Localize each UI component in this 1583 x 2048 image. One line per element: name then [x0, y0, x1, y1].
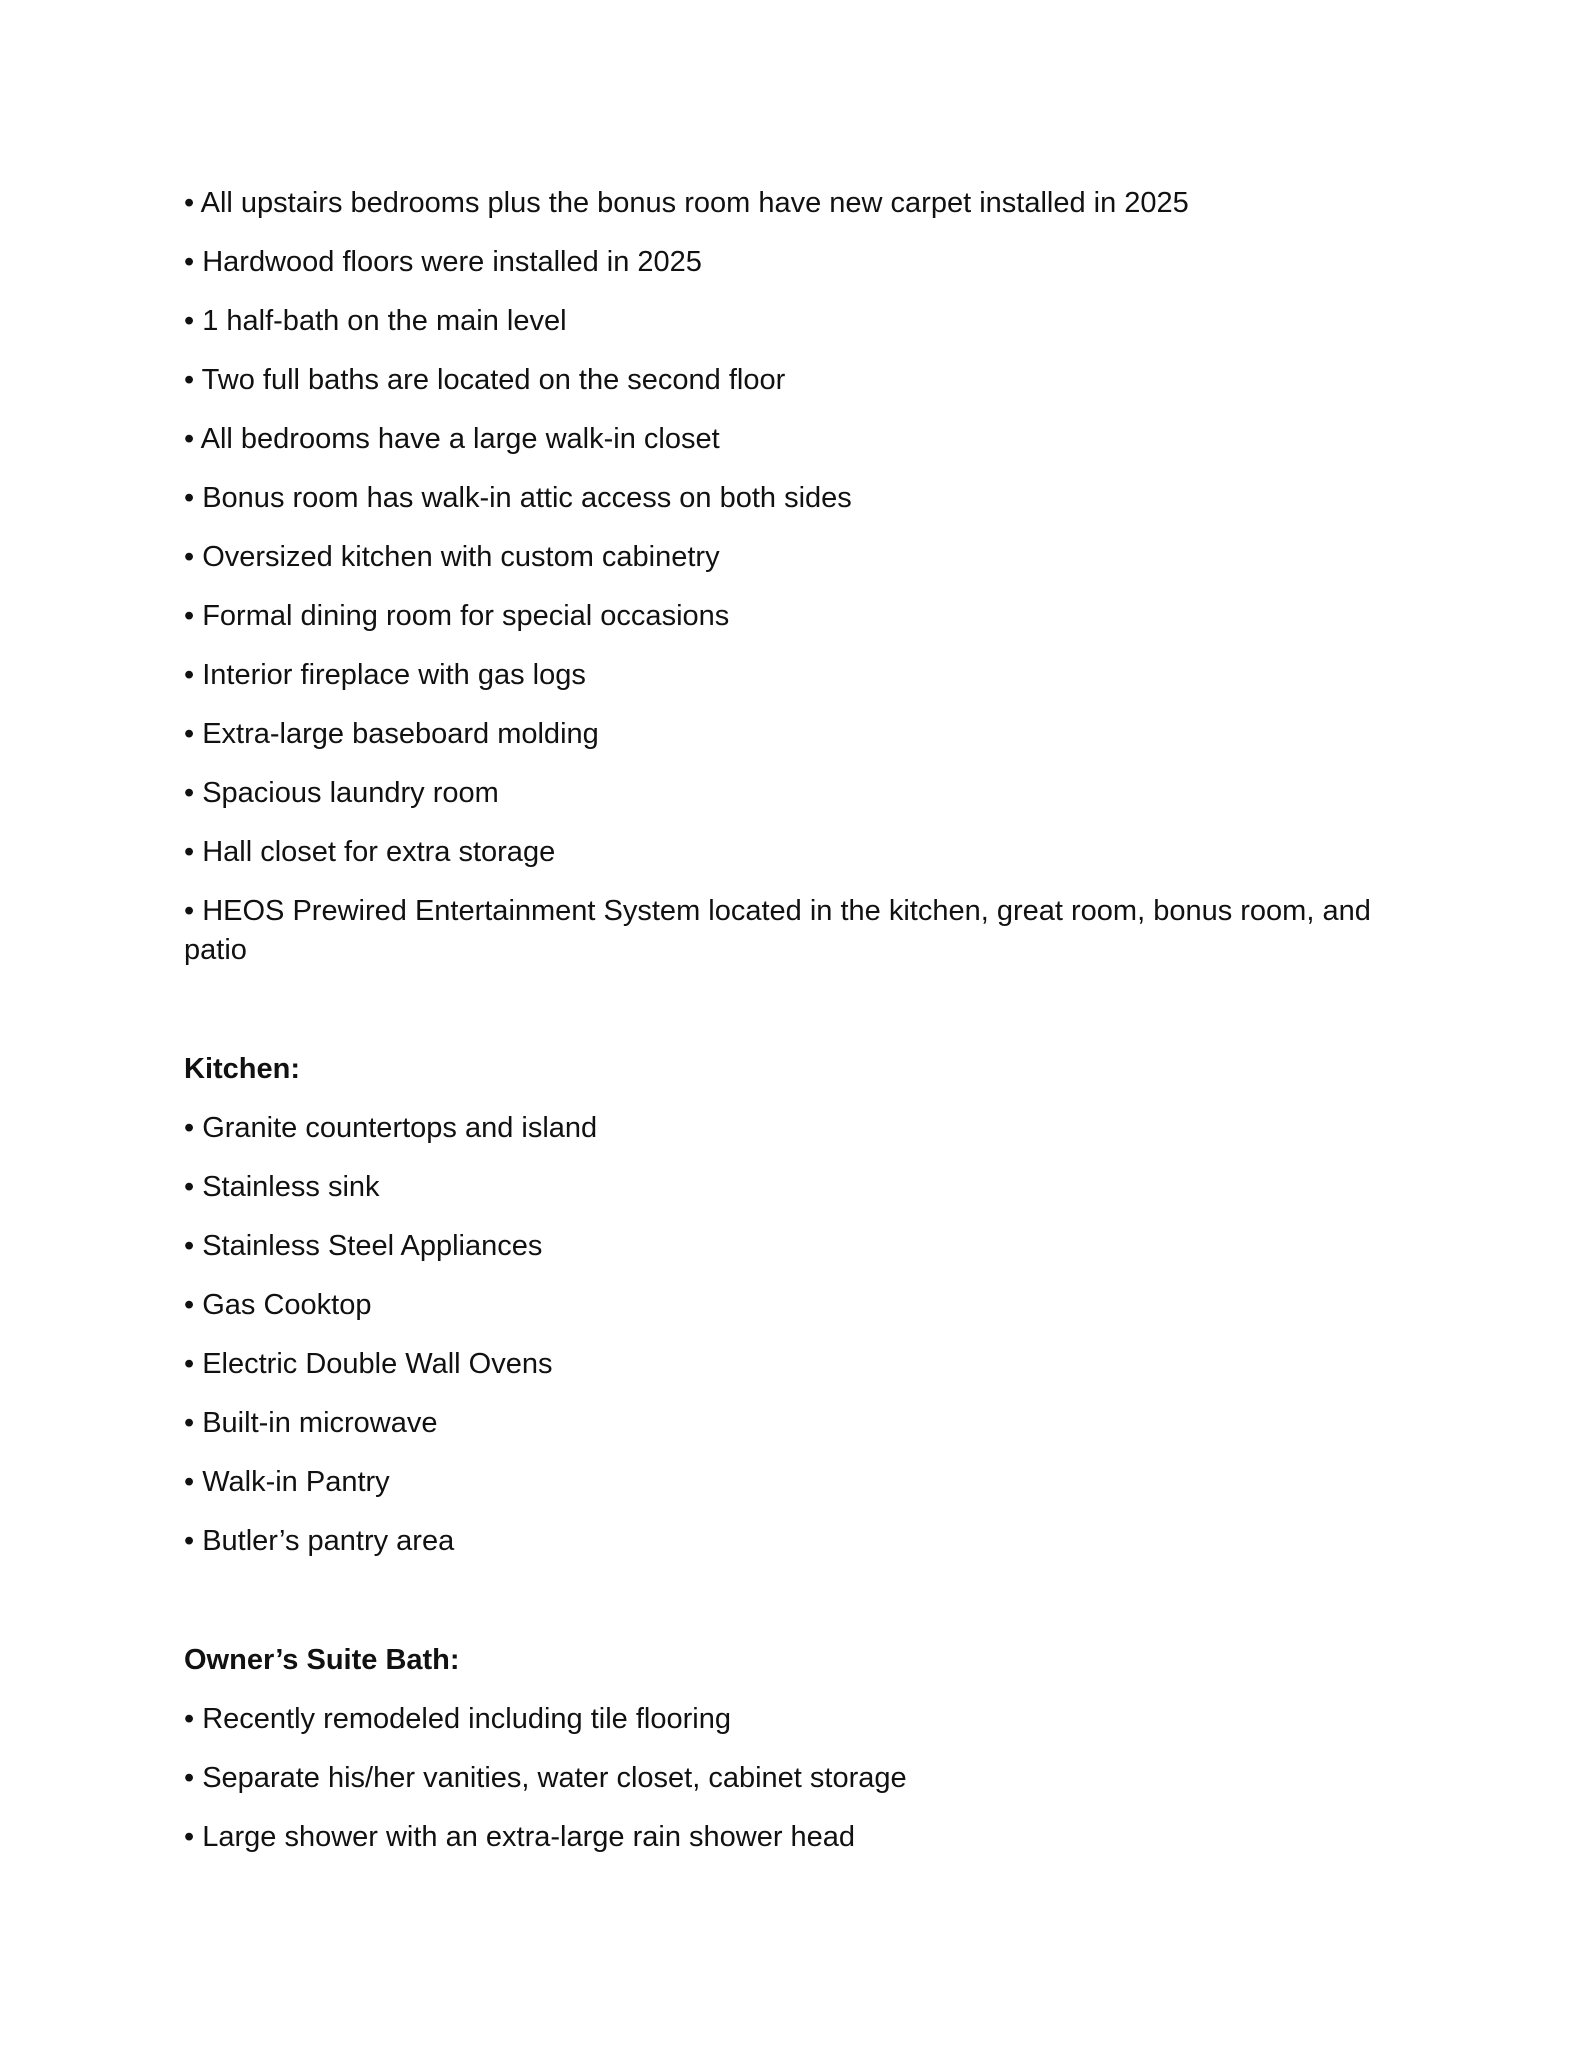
list-item: • Butler’s pantry area: [184, 1525, 455, 1557]
list-item: • HEOS Prewired Entertainment System located in the kitchen, great room, bonus room, and patio: [184, 895, 1371, 966]
list-item: • Spacious laundry room: [184, 777, 499, 809]
list-item: • Interior fireplace with gas logs: [184, 659, 586, 691]
owners-bath-heading: Owner’s Suite Bath:: [184, 1644, 460, 1676]
owners-bath-section: [184, 1641, 1414, 1857]
list-item: • Walk-in Pantry: [184, 1466, 390, 1498]
list-item: • Two full baths are located on the second floor: [184, 364, 786, 396]
list-item: • Gas Cooktop: [184, 1289, 372, 1321]
list-item: • All upstairs bedrooms plus the bonus room have new carpet installed in 2025: [184, 187, 1189, 219]
list-item: • Hall closet for extra storage: [184, 836, 556, 868]
kitchen-section: [184, 1050, 1414, 1561]
list-item: • Stainless Steel Appliances: [184, 1230, 543, 1262]
feature-list: [184, 184, 1414, 970]
document-content: [184, 184, 1414, 1877]
list-item: • Granite countertops and island: [184, 1112, 598, 1144]
list-item: • Recently remodeled including tile flooring: [184, 1703, 731, 1735]
list-item: • Stainless sink: [184, 1171, 380, 1203]
list-item: • Bonus room has walk-in attic access on both sides: [184, 482, 852, 514]
section-spacer: [184, 1581, 1414, 1641]
kitchen-heading: Kitchen:: [184, 1053, 300, 1085]
list-item: • Formal dining room for special occasions: [184, 600, 730, 632]
list-item: • Extra-large baseboard molding: [184, 718, 599, 750]
list-item: • Hardwood floors were installed in 2025: [184, 246, 702, 278]
list-item: • Built-in microwave: [184, 1407, 438, 1439]
list-item: • 1 half-bath on the main level: [184, 305, 567, 337]
list-item: • Oversized kitchen with custom cabinetry: [184, 541, 720, 573]
section-spacer: [184, 990, 1414, 1050]
list-item: • Electric Double Wall Ovens: [184, 1348, 553, 1380]
list-item: • Separate his/her vanities, water closet, cabinet storage: [184, 1762, 907, 1794]
list-item: • All bedrooms have a large walk-in closet: [184, 423, 720, 455]
list-item: • Large shower with an extra-large rain shower head: [184, 1821, 856, 1853]
